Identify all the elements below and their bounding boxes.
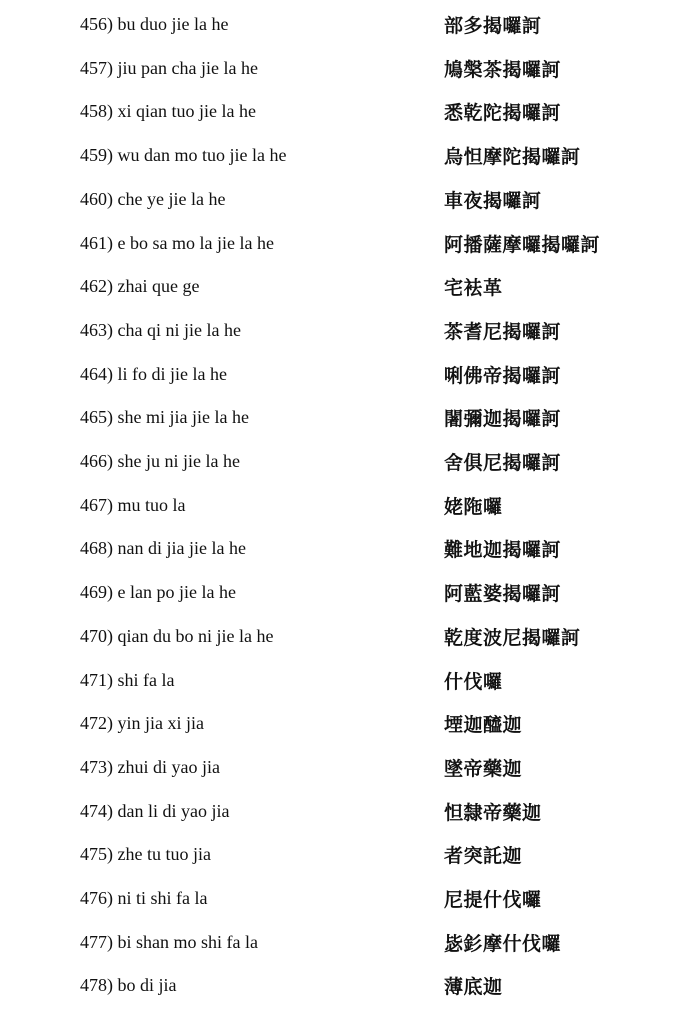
- chinese-text: 部多揭囉訶: [444, 15, 542, 37]
- pinyin-text: 476) ni ti shi fa la: [80, 888, 208, 908]
- mantra-line: [0, 12, 694, 56]
- mantra-line: [0, 187, 694, 231]
- pinyin-text: 468) nan di jia jie la he: [80, 538, 246, 559]
- chinese-text: 堙迦醯迦: [444, 714, 523, 737]
- pinyin-text: 469) e lan po jie la he: [80, 582, 236, 603]
- chinese-text: 乾度波尼揭囉訶: [444, 626, 581, 649]
- pinyin-text: 466) she ju ni jie la he: [80, 451, 240, 471]
- pinyin-text: 457) jiu pan cha jie la he: [80, 57, 258, 78]
- pinyin-text: 478) bo di jia: [80, 975, 177, 996]
- mantra-line: [0, 711, 694, 755]
- pinyin-text: 456) bu duo jie la he: [80, 14, 229, 34]
- pinyin-text: 463) cha qi ni jie la he: [80, 319, 241, 340]
- chinese-text: 宅袪革: [444, 277, 503, 300]
- mantra-line: [0, 799, 694, 843]
- pinyin-text: 472) yin jia xi jia: [80, 713, 204, 734]
- chinese-text: 唎佛帝揭囉訶: [444, 364, 562, 387]
- chinese-text: 悉乾陀揭囉訶: [444, 102, 562, 125]
- pinyin-text: 471) shi fa la: [80, 669, 175, 690]
- pinyin-text: 470) qian du bo ni jie la he: [80, 625, 274, 646]
- chinese-text: 阿藍婆揭囉訶: [444, 583, 562, 606]
- mantra-line: [0, 449, 694, 493]
- chinese-text: 阿播薩摩囉揭囉訶: [444, 233, 601, 256]
- mantra-line: [0, 362, 694, 406]
- pinyin-text: 473) zhui di yao jia: [80, 756, 220, 777]
- mantra-line: [0, 405, 694, 449]
- pinyin-text: 467) mu tuo la: [80, 494, 186, 515]
- pinyin-text: 462) zhai que ge: [80, 276, 200, 297]
- mantra-line: [0, 143, 694, 187]
- chinese-text: 舍俱尼揭囉訶: [444, 452, 562, 474]
- mantra-line: [0, 493, 694, 537]
- pinyin-text: 474) dan li di yao jia: [80, 800, 230, 821]
- chinese-text: 烏怛摩陀揭囉訶: [444, 146, 581, 169]
- mantra-line: [0, 930, 694, 974]
- chinese-text: 怛隸帝藥迦: [444, 801, 542, 824]
- mantra-line: [0, 56, 694, 100]
- pinyin-text: 461) e bo sa mo la jie la he: [80, 232, 274, 253]
- mantra-line: [0, 842, 694, 886]
- mantra-line: [0, 536, 694, 580]
- pinyin-text: 464) li fo di jie la he: [80, 363, 227, 384]
- chinese-text: 茶耆尼揭囉訶: [444, 320, 562, 343]
- chinese-text: 什伐囉: [444, 670, 503, 693]
- chinese-text: 闍彌迦揭囉訶: [444, 408, 562, 431]
- chinese-text: 車夜揭囉訶: [444, 189, 542, 212]
- chinese-text: 鳩槃茶揭囉訶: [444, 58, 562, 81]
- chinese-text: 墜帝藥迦: [444, 757, 523, 780]
- mantra-line: [0, 668, 694, 712]
- chinese-text: 姥陁囉: [444, 495, 503, 518]
- pinyin-text: 459) wu dan mo tuo jie la he: [80, 145, 287, 166]
- chinese-text: 難地迦揭囉訶: [444, 539, 562, 562]
- chinese-text: 毖釤摩什伐囉: [444, 932, 562, 955]
- mantra-line: [0, 231, 694, 275]
- chinese-text: 薄底迦: [444, 976, 503, 999]
- mantra-line: [0, 274, 694, 318]
- pinyin-text: 475) zhe tu tuo jia: [80, 844, 211, 865]
- chinese-text: 者突託迦: [444, 845, 523, 868]
- mantra-line: [0, 99, 694, 143]
- mantra-line: [0, 580, 694, 624]
- mantra-line: [0, 624, 694, 668]
- pinyin-text: 477) bi shan mo shi fa la: [80, 931, 258, 952]
- mantra-line: [0, 318, 694, 362]
- pinyin-text: 458) xi qian tuo jie la he: [80, 101, 256, 122]
- mantra-line: [0, 886, 694, 930]
- pinyin-text: 460) che ye jie la he: [80, 188, 226, 209]
- mantra-line: [0, 973, 694, 1017]
- pinyin-text: 465) she mi jia jie la he: [80, 407, 249, 428]
- chinese-text: 尼提什伐囉: [444, 889, 542, 911]
- mantra-line: [0, 755, 694, 799]
